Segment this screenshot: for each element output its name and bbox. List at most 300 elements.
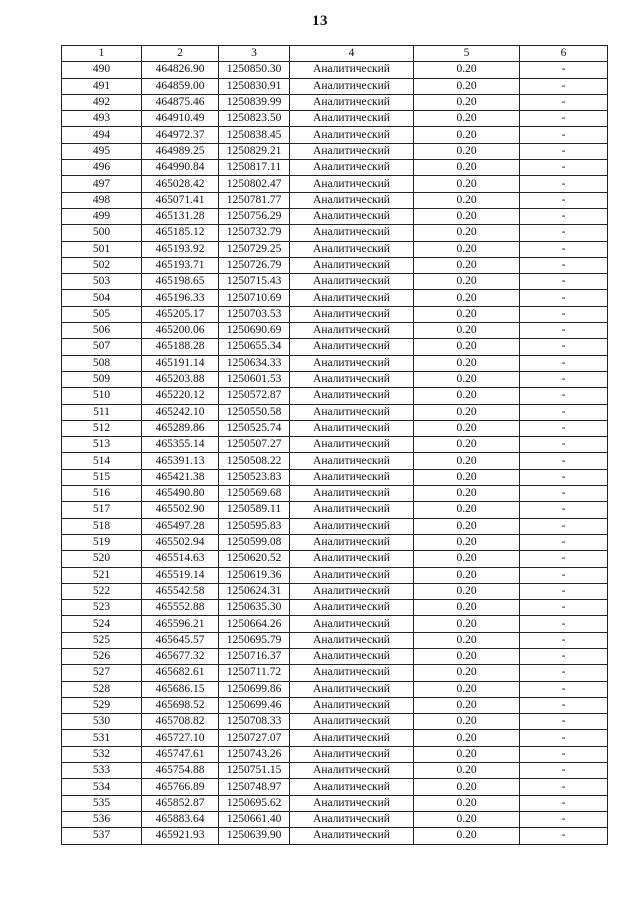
table-row [62, 306, 608, 322]
method-cell: Аналитический [290, 160, 414, 176]
accuracy-cell: 0.20 [414, 714, 520, 730]
table-row [62, 111, 608, 127]
point-number-cell: 528 [62, 681, 142, 697]
method-cell: Аналитический [290, 486, 414, 502]
y-coordinate-cell: 1250664.26 [219, 616, 290, 632]
method-cell: Аналитический [290, 648, 414, 664]
table-row [62, 241, 608, 257]
table-row [62, 795, 608, 811]
table-row [62, 192, 608, 208]
x-coordinate-cell: 465754.88 [142, 763, 219, 779]
table-row [62, 225, 608, 241]
method-cell: Аналитический [290, 730, 414, 746]
accuracy-cell: 0.20 [414, 160, 520, 176]
x-coordinate-cell: 465205.17 [142, 306, 219, 322]
method-cell: Аналитический [290, 404, 414, 420]
column-header-6: 6 [520, 46, 608, 62]
note-cell: - [520, 420, 608, 436]
x-coordinate-cell: 465708.82 [142, 714, 219, 730]
x-coordinate-cell: 465200.06 [142, 323, 219, 339]
note-cell: - [520, 290, 608, 306]
method-cell: Аналитический [290, 306, 414, 322]
x-coordinate-cell: 465242.10 [142, 404, 219, 420]
x-coordinate-cell: 465497.28 [142, 518, 219, 534]
x-coordinate-cell: 464875.46 [142, 94, 219, 110]
x-coordinate-cell: 464972.37 [142, 127, 219, 143]
method-cell: Аналитический [290, 567, 414, 583]
method-cell: Аналитический [290, 192, 414, 208]
y-coordinate-cell: 1250695.79 [219, 632, 290, 648]
accuracy-cell: 0.20 [414, 306, 520, 322]
note-cell: - [520, 616, 608, 632]
point-number-cell: 512 [62, 420, 142, 436]
note-cell: - [520, 828, 608, 844]
accuracy-cell: 0.20 [414, 94, 520, 110]
point-number-cell: 536 [62, 811, 142, 827]
point-number-cell: 525 [62, 632, 142, 648]
accuracy-cell: 0.20 [414, 534, 520, 550]
method-cell: Аналитический [290, 616, 414, 632]
table-row [62, 567, 608, 583]
accuracy-cell: 0.20 [414, 339, 520, 355]
method-cell: Аналитический [290, 518, 414, 534]
table-row [62, 648, 608, 664]
method-cell: Аналитический [290, 469, 414, 485]
y-coordinate-cell: 1250708.33 [219, 714, 290, 730]
point-number-cell: 499 [62, 208, 142, 224]
point-number-cell: 502 [62, 257, 142, 273]
y-coordinate-cell: 1250525.74 [219, 420, 290, 436]
method-cell: Аналитический [290, 241, 414, 257]
table-row [62, 502, 608, 518]
method-cell: Аналитический [290, 453, 414, 469]
note-cell: - [520, 567, 608, 583]
table-row [62, 323, 608, 339]
accuracy-cell: 0.20 [414, 62, 520, 78]
table-row [62, 420, 608, 436]
note-cell: - [520, 600, 608, 616]
accuracy-cell: 0.20 [414, 697, 520, 713]
method-cell: Аналитический [290, 632, 414, 648]
note-cell: - [520, 648, 608, 664]
x-coordinate-cell: 464826.90 [142, 62, 219, 78]
accuracy-cell: 0.20 [414, 355, 520, 371]
method-cell: Аналитический [290, 665, 414, 681]
method-cell: Аналитический [290, 502, 414, 518]
point-number-cell: 518 [62, 518, 142, 534]
accuracy-cell: 0.20 [414, 746, 520, 762]
x-coordinate-cell: 465552.88 [142, 600, 219, 616]
table-row [62, 160, 608, 176]
y-coordinate-cell: 1250716.37 [219, 648, 290, 664]
note-cell: - [520, 681, 608, 697]
note-cell: - [520, 486, 608, 502]
y-coordinate-cell: 1250727.07 [219, 730, 290, 746]
accuracy-cell: 0.20 [414, 828, 520, 844]
x-coordinate-cell: 465289.86 [142, 420, 219, 436]
point-number-cell: 533 [62, 763, 142, 779]
point-number-cell: 519 [62, 534, 142, 550]
x-coordinate-cell: 465355.14 [142, 437, 219, 453]
y-coordinate-cell: 1250634.33 [219, 355, 290, 371]
method-cell: Аналитический [290, 62, 414, 78]
note-cell: - [520, 323, 608, 339]
point-number-cell: 529 [62, 697, 142, 713]
method-cell: Аналитический [290, 274, 414, 290]
column-header-4: 4 [290, 46, 414, 62]
table-row [62, 518, 608, 534]
table-row [62, 616, 608, 632]
y-coordinate-cell: 1250743.26 [219, 746, 290, 762]
note-cell: - [520, 257, 608, 273]
point-number-cell: 532 [62, 746, 142, 762]
point-number-cell: 526 [62, 648, 142, 664]
x-coordinate-cell: 465727.10 [142, 730, 219, 746]
y-coordinate-cell: 1250599.08 [219, 534, 290, 550]
y-coordinate-cell: 1250802.47 [219, 176, 290, 192]
note-cell: - [520, 518, 608, 534]
method-cell: Аналитический [290, 795, 414, 811]
x-coordinate-cell: 465747.61 [142, 746, 219, 762]
x-coordinate-cell: 465682.61 [142, 665, 219, 681]
y-coordinate-cell: 1250703.53 [219, 306, 290, 322]
accuracy-cell: 0.20 [414, 486, 520, 502]
point-number-cell: 513 [62, 437, 142, 453]
method-cell: Аналитический [290, 208, 414, 224]
table-row [62, 681, 608, 697]
accuracy-cell: 0.20 [414, 551, 520, 567]
table-body [62, 62, 608, 844]
table-row [62, 94, 608, 110]
method-cell: Аналитический [290, 355, 414, 371]
point-number-cell: 515 [62, 469, 142, 485]
y-coordinate-cell: 1250695.62 [219, 795, 290, 811]
x-coordinate-cell: 465502.90 [142, 502, 219, 518]
table-row [62, 583, 608, 599]
point-number-cell: 522 [62, 583, 142, 599]
y-coordinate-cell: 1250710.69 [219, 290, 290, 306]
x-coordinate-cell: 465071.41 [142, 192, 219, 208]
note-cell: - [520, 746, 608, 762]
page-number: 13 [312, 13, 328, 29]
table-row [62, 404, 608, 420]
y-coordinate-cell: 1250620.52 [219, 551, 290, 567]
point-number-cell: 492 [62, 94, 142, 110]
method-cell: Аналитический [290, 437, 414, 453]
table-row [62, 763, 608, 779]
x-coordinate-cell: 464990.84 [142, 160, 219, 176]
note-cell: - [520, 779, 608, 795]
note-cell: - [520, 274, 608, 290]
y-coordinate-cell: 1250823.50 [219, 111, 290, 127]
method-cell: Аналитический [290, 420, 414, 436]
accuracy-cell: 0.20 [414, 127, 520, 143]
table-row [62, 469, 608, 485]
note-cell: - [520, 208, 608, 224]
method-cell: Аналитический [290, 371, 414, 387]
note-cell: - [520, 763, 608, 779]
point-number-cell: 527 [62, 665, 142, 681]
point-number-cell: 509 [62, 371, 142, 387]
point-number-cell: 495 [62, 143, 142, 159]
accuracy-cell: 0.20 [414, 274, 520, 290]
x-coordinate-cell: 465188.28 [142, 339, 219, 355]
table-row [62, 257, 608, 273]
accuracy-cell: 0.20 [414, 323, 520, 339]
table-row [62, 665, 608, 681]
accuracy-cell: 0.20 [414, 241, 520, 257]
point-number-cell: 507 [62, 339, 142, 355]
accuracy-cell: 0.20 [414, 208, 520, 224]
point-number-cell: 490 [62, 62, 142, 78]
x-coordinate-cell: 465542.58 [142, 583, 219, 599]
y-coordinate-cell: 1250732.79 [219, 225, 290, 241]
note-cell: - [520, 111, 608, 127]
table-row [62, 534, 608, 550]
y-coordinate-cell: 1250751.15 [219, 763, 290, 779]
method-cell: Аналитический [290, 339, 414, 355]
method-cell: Аналитический [290, 388, 414, 404]
x-coordinate-cell: 465686.15 [142, 681, 219, 697]
x-coordinate-cell: 465502.94 [142, 534, 219, 550]
accuracy-cell: 0.20 [414, 404, 520, 420]
y-coordinate-cell: 1250850.30 [219, 62, 290, 78]
y-coordinate-cell: 1250729.25 [219, 241, 290, 257]
method-cell: Аналитический [290, 257, 414, 273]
x-coordinate-cell: 465131.28 [142, 208, 219, 224]
table-row [62, 143, 608, 159]
point-number-cell: 514 [62, 453, 142, 469]
x-coordinate-cell: 465596.21 [142, 616, 219, 632]
table-row [62, 730, 608, 746]
x-coordinate-cell: 465519.14 [142, 567, 219, 583]
table-row [62, 62, 608, 78]
x-coordinate-cell: 465220.12 [142, 388, 219, 404]
method-cell: Аналитический [290, 697, 414, 713]
table-row [62, 290, 608, 306]
accuracy-cell: 0.20 [414, 730, 520, 746]
note-cell: - [520, 176, 608, 192]
accuracy-cell: 0.20 [414, 779, 520, 795]
y-coordinate-cell: 1250624.31 [219, 583, 290, 599]
point-number-cell: 530 [62, 714, 142, 730]
note-cell: - [520, 632, 608, 648]
y-coordinate-cell: 1250756.29 [219, 208, 290, 224]
method-cell: Аналитический [290, 78, 414, 94]
column-header-5: 5 [414, 46, 520, 62]
method-cell: Аналитический [290, 176, 414, 192]
header-row [62, 46, 608, 62]
point-number-cell: 531 [62, 730, 142, 746]
y-coordinate-cell: 1250569.68 [219, 486, 290, 502]
method-cell: Аналитический [290, 127, 414, 143]
method-cell: Аналитический [290, 534, 414, 550]
method-cell: Аналитический [290, 600, 414, 616]
note-cell: - [520, 730, 608, 746]
y-coordinate-cell: 1250572.87 [219, 388, 290, 404]
x-coordinate-cell: 465490.80 [142, 486, 219, 502]
table-row [62, 746, 608, 762]
method-cell: Аналитический [290, 551, 414, 567]
note-cell: - [520, 811, 608, 827]
note-cell: - [520, 665, 608, 681]
note-cell: - [520, 78, 608, 94]
accuracy-cell: 0.20 [414, 648, 520, 664]
note-cell: - [520, 502, 608, 518]
method-cell: Аналитический [290, 323, 414, 339]
column-header-2: 2 [142, 46, 219, 62]
note-cell: - [520, 355, 608, 371]
column-header-3: 3 [219, 46, 290, 62]
accuracy-cell: 0.20 [414, 502, 520, 518]
point-number-cell: 508 [62, 355, 142, 371]
point-number-cell: 520 [62, 551, 142, 567]
table-row [62, 453, 608, 469]
method-cell: Аналитический [290, 779, 414, 795]
point-number-cell: 493 [62, 111, 142, 127]
y-coordinate-cell: 1250635.30 [219, 600, 290, 616]
table-header [62, 46, 608, 62]
point-number-cell: 534 [62, 779, 142, 795]
y-coordinate-cell: 1250715.43 [219, 274, 290, 290]
point-number-cell: 535 [62, 795, 142, 811]
note-cell: - [520, 241, 608, 257]
table-row [62, 632, 608, 648]
y-coordinate-cell: 1250589.11 [219, 502, 290, 518]
accuracy-cell: 0.20 [414, 78, 520, 94]
method-cell: Аналитический [290, 763, 414, 779]
note-cell: - [520, 127, 608, 143]
method-cell: Аналитический [290, 828, 414, 844]
note-cell: - [520, 192, 608, 208]
x-coordinate-cell: 465193.71 [142, 257, 219, 273]
point-number-cell: 517 [62, 502, 142, 518]
note-cell: - [520, 469, 608, 485]
table-row [62, 697, 608, 713]
accuracy-cell: 0.20 [414, 420, 520, 436]
accuracy-cell: 0.20 [414, 388, 520, 404]
accuracy-cell: 0.20 [414, 192, 520, 208]
x-coordinate-cell: 465645.57 [142, 632, 219, 648]
point-number-cell: 524 [62, 616, 142, 632]
coordinates-table [61, 45, 608, 845]
table-row [62, 714, 608, 730]
x-coordinate-cell: 465203.88 [142, 371, 219, 387]
y-coordinate-cell: 1250699.86 [219, 681, 290, 697]
y-coordinate-cell: 1250781.77 [219, 192, 290, 208]
accuracy-cell: 0.20 [414, 616, 520, 632]
note-cell: - [520, 306, 608, 322]
table-row [62, 600, 608, 616]
accuracy-cell: 0.20 [414, 600, 520, 616]
y-coordinate-cell: 1250690.69 [219, 323, 290, 339]
method-cell: Аналитический [290, 143, 414, 159]
x-coordinate-cell: 465028.42 [142, 176, 219, 192]
y-coordinate-cell: 1250655.34 [219, 339, 290, 355]
table-row [62, 551, 608, 567]
y-coordinate-cell: 1250726.79 [219, 257, 290, 273]
x-coordinate-cell: 464910.49 [142, 111, 219, 127]
point-number-cell: 506 [62, 323, 142, 339]
y-coordinate-cell: 1250838.45 [219, 127, 290, 143]
point-number-cell: 516 [62, 486, 142, 502]
x-coordinate-cell: 465921.93 [142, 828, 219, 844]
note-cell: - [520, 388, 608, 404]
note-cell: - [520, 714, 608, 730]
x-coordinate-cell: 465196.33 [142, 290, 219, 306]
note-cell: - [520, 143, 608, 159]
method-cell: Аналитический [290, 290, 414, 306]
table-row [62, 355, 608, 371]
x-coordinate-cell: 465514.63 [142, 551, 219, 567]
table-row [62, 208, 608, 224]
x-coordinate-cell: 465193.92 [142, 241, 219, 257]
point-number-cell: 503 [62, 274, 142, 290]
method-cell: Аналитический [290, 94, 414, 110]
point-number-cell: 496 [62, 160, 142, 176]
accuracy-cell: 0.20 [414, 681, 520, 697]
y-coordinate-cell: 1250601.53 [219, 371, 290, 387]
y-coordinate-cell: 1250829.21 [219, 143, 290, 159]
accuracy-cell: 0.20 [414, 257, 520, 273]
accuracy-cell: 0.20 [414, 111, 520, 127]
accuracy-cell: 0.20 [414, 567, 520, 583]
x-coordinate-cell: 465391.13 [142, 453, 219, 469]
note-cell: - [520, 534, 608, 550]
table-row [62, 339, 608, 355]
point-number-cell: 497 [62, 176, 142, 192]
table-row [62, 176, 608, 192]
x-coordinate-cell: 465766.89 [142, 779, 219, 795]
x-coordinate-cell: 465852.87 [142, 795, 219, 811]
table-row [62, 371, 608, 387]
point-number-cell: 500 [62, 225, 142, 241]
y-coordinate-cell: 1250661.40 [219, 811, 290, 827]
table-row [62, 811, 608, 827]
method-cell: Аналитический [290, 681, 414, 697]
note-cell: - [520, 795, 608, 811]
column-header-1: 1 [62, 46, 142, 62]
accuracy-cell: 0.20 [414, 371, 520, 387]
y-coordinate-cell: 1250507.27 [219, 437, 290, 453]
table-row [62, 78, 608, 94]
table-row [62, 274, 608, 290]
y-coordinate-cell: 1250523.83 [219, 469, 290, 485]
accuracy-cell: 0.20 [414, 143, 520, 159]
table-row [62, 127, 608, 143]
accuracy-cell: 0.20 [414, 437, 520, 453]
y-coordinate-cell: 1250550.58 [219, 404, 290, 420]
point-number-cell: 491 [62, 78, 142, 94]
note-cell: - [520, 437, 608, 453]
y-coordinate-cell: 1250748.97 [219, 779, 290, 795]
x-coordinate-cell: 465421.38 [142, 469, 219, 485]
point-number-cell: 511 [62, 404, 142, 420]
y-coordinate-cell: 1250839.99 [219, 94, 290, 110]
accuracy-cell: 0.20 [414, 225, 520, 241]
point-number-cell: 510 [62, 388, 142, 404]
note-cell: - [520, 339, 608, 355]
accuracy-cell: 0.20 [414, 176, 520, 192]
method-cell: Аналитический [290, 811, 414, 827]
note-cell: - [520, 62, 608, 78]
accuracy-cell: 0.20 [414, 290, 520, 306]
accuracy-cell: 0.20 [414, 469, 520, 485]
y-coordinate-cell: 1250830.91 [219, 78, 290, 94]
table-row [62, 437, 608, 453]
accuracy-cell: 0.20 [414, 811, 520, 827]
note-cell: - [520, 551, 608, 567]
